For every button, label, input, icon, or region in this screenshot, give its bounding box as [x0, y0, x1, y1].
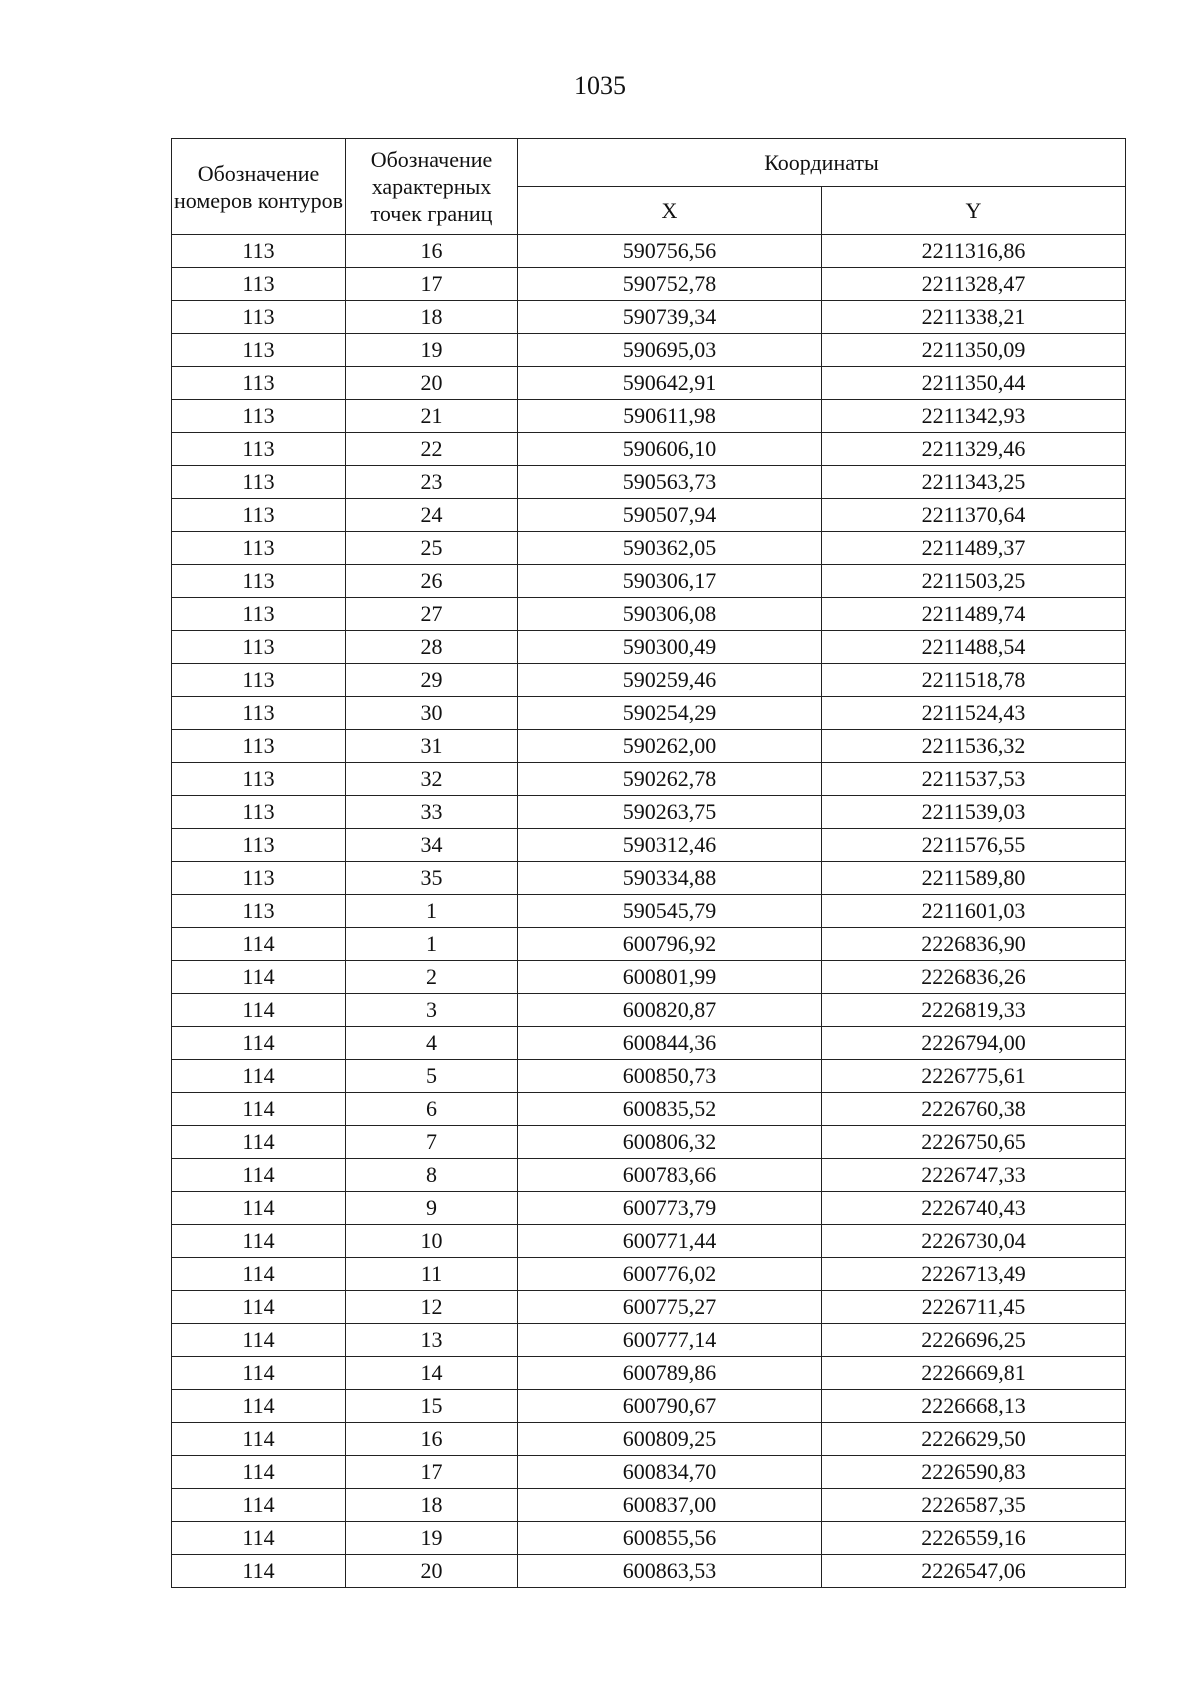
- cell-x: 590254,29: [518, 697, 822, 730]
- cell-x: 590262,00: [518, 730, 822, 763]
- table-row: [172, 928, 1126, 961]
- cell-y: 2226794,00: [822, 1027, 1126, 1060]
- cell-x: 600801,99: [518, 961, 822, 994]
- table-row: [172, 532, 1126, 565]
- cell-x: 590695,03: [518, 334, 822, 367]
- cell-x: 600834,70: [518, 1456, 822, 1489]
- cell-contour: 113: [172, 466, 346, 499]
- cell-point: 12: [346, 1291, 518, 1324]
- cell-x: 600844,36: [518, 1027, 822, 1060]
- cell-point: 28: [346, 631, 518, 664]
- cell-y: 2226669,81: [822, 1357, 1126, 1390]
- cell-point: 34: [346, 829, 518, 862]
- cell-point: 18: [346, 301, 518, 334]
- cell-contour: 114: [172, 1159, 346, 1192]
- table-row: [172, 1159, 1126, 1192]
- cell-y: 2211316,86: [822, 235, 1126, 268]
- cell-y: 2226713,49: [822, 1258, 1126, 1291]
- cell-x: 600789,86: [518, 1357, 822, 1390]
- cell-point: 25: [346, 532, 518, 565]
- header-coordinates: Координаты: [518, 139, 1126, 187]
- cell-point: 1: [346, 895, 518, 928]
- cell-y: 2211342,93: [822, 400, 1126, 433]
- cell-contour: 113: [172, 565, 346, 598]
- cell-contour: 114: [172, 1027, 346, 1060]
- cell-contour: 114: [172, 1060, 346, 1093]
- cell-x: 600783,66: [518, 1159, 822, 1192]
- cell-point: 26: [346, 565, 518, 598]
- cell-point: 21: [346, 400, 518, 433]
- cell-point: 19: [346, 1522, 518, 1555]
- header-boundary-points: Обозначение характерных точек границ: [346, 139, 518, 235]
- cell-x: 600796,92: [518, 928, 822, 961]
- cell-point: 10: [346, 1225, 518, 1258]
- cell-point: 19: [346, 334, 518, 367]
- table-row: [172, 565, 1126, 598]
- cell-x: 590262,78: [518, 763, 822, 796]
- cell-point: 31: [346, 730, 518, 763]
- cell-point: 17: [346, 1456, 518, 1489]
- cell-y: 2226730,04: [822, 1225, 1126, 1258]
- cell-contour: 113: [172, 433, 346, 466]
- cell-contour: 114: [172, 1324, 346, 1357]
- cell-y: 2211350,09: [822, 334, 1126, 367]
- cell-point: 17: [346, 268, 518, 301]
- cell-x: 590263,75: [518, 796, 822, 829]
- table-row: [172, 1522, 1126, 1555]
- cell-contour: 113: [172, 763, 346, 796]
- cell-contour: 113: [172, 334, 346, 367]
- table-header: [172, 139, 1126, 235]
- cell-x: 590642,91: [518, 367, 822, 400]
- cell-x: 590756,56: [518, 235, 822, 268]
- header-y: Y: [822, 187, 1126, 235]
- table-body: [172, 235, 1126, 1588]
- cell-x: 600771,44: [518, 1225, 822, 1258]
- cell-contour: 113: [172, 235, 346, 268]
- cell-x: 600850,73: [518, 1060, 822, 1093]
- cell-contour: 114: [172, 1456, 346, 1489]
- table-row: [172, 1126, 1126, 1159]
- cell-contour: 113: [172, 367, 346, 400]
- cell-contour: 114: [172, 1423, 346, 1456]
- table-row: [172, 301, 1126, 334]
- cell-point: 23: [346, 466, 518, 499]
- cell-point: 8: [346, 1159, 518, 1192]
- cell-contour: 114: [172, 1192, 346, 1225]
- cell-x: 600790,67: [518, 1390, 822, 1423]
- cell-y: 2211343,25: [822, 466, 1126, 499]
- table-row: [172, 763, 1126, 796]
- cell-x: 590611,98: [518, 400, 822, 433]
- table-row: [172, 598, 1126, 631]
- cell-contour: 113: [172, 598, 346, 631]
- table-row: [172, 1027, 1126, 1060]
- cell-contour: 113: [172, 499, 346, 532]
- table-row: [172, 466, 1126, 499]
- cell-point: 15: [346, 1390, 518, 1423]
- table-row: [172, 268, 1126, 301]
- cell-point: 11: [346, 1258, 518, 1291]
- cell-x: 590362,05: [518, 532, 822, 565]
- cell-contour: 114: [172, 961, 346, 994]
- cell-y: 2211537,53: [822, 763, 1126, 796]
- cell-y: 2211518,78: [822, 664, 1126, 697]
- cell-contour: 114: [172, 1390, 346, 1423]
- cell-contour: 113: [172, 400, 346, 433]
- table-row: [172, 1324, 1126, 1357]
- table-row: [172, 1555, 1126, 1588]
- cell-contour: 114: [172, 1522, 346, 1555]
- table-row: [172, 1093, 1126, 1126]
- cell-y: 2211524,43: [822, 697, 1126, 730]
- table-row: [172, 796, 1126, 829]
- cell-point: 1: [346, 928, 518, 961]
- cell-x: 590507,94: [518, 499, 822, 532]
- cell-point: 13: [346, 1324, 518, 1357]
- cell-y: 2226740,43: [822, 1192, 1126, 1225]
- cell-y: 2226747,33: [822, 1159, 1126, 1192]
- page-number: 1035: [574, 71, 626, 100]
- cell-contour: 114: [172, 994, 346, 1027]
- cell-y: 2211488,54: [822, 631, 1126, 664]
- cell-x: 590306,08: [518, 598, 822, 631]
- cell-y: 2226629,50: [822, 1423, 1126, 1456]
- table-row: [172, 1225, 1126, 1258]
- cell-point: 9: [346, 1192, 518, 1225]
- cell-x: 600835,52: [518, 1093, 822, 1126]
- cell-y: 2211338,21: [822, 301, 1126, 334]
- cell-y: 2211328,47: [822, 268, 1126, 301]
- cell-y: 2211589,80: [822, 862, 1126, 895]
- table-row: [172, 1390, 1126, 1423]
- cell-y: 2211329,46: [822, 433, 1126, 466]
- cell-x: 600773,79: [518, 1192, 822, 1225]
- table-row: [172, 1456, 1126, 1489]
- cell-x: 590606,10: [518, 433, 822, 466]
- cell-contour: 114: [172, 1555, 346, 1588]
- table-row: [172, 631, 1126, 664]
- cell-y: 2226547,06: [822, 1555, 1126, 1588]
- cell-y: 2226819,33: [822, 994, 1126, 1027]
- cell-y: 2211370,64: [822, 499, 1126, 532]
- cell-point: 30: [346, 697, 518, 730]
- cell-point: 35: [346, 862, 518, 895]
- cell-x: 590752,78: [518, 268, 822, 301]
- cell-contour: 113: [172, 862, 346, 895]
- table-row: [172, 400, 1126, 433]
- table-row: [172, 1291, 1126, 1324]
- table-row: [172, 730, 1126, 763]
- cell-contour: 114: [172, 1291, 346, 1324]
- cell-point: 2: [346, 961, 518, 994]
- cell-x: 600806,32: [518, 1126, 822, 1159]
- cell-contour: 114: [172, 1093, 346, 1126]
- cell-y: 2211350,44: [822, 367, 1126, 400]
- table-row: [172, 367, 1126, 400]
- cell-y: 2226711,45: [822, 1291, 1126, 1324]
- cell-contour: 114: [172, 928, 346, 961]
- cell-y: 2211503,25: [822, 565, 1126, 598]
- cell-point: 3: [346, 994, 518, 1027]
- cell-x: 590545,79: [518, 895, 822, 928]
- cell-point: 20: [346, 367, 518, 400]
- table-row: [172, 235, 1126, 268]
- table-row: [172, 994, 1126, 1027]
- cell-point: 16: [346, 235, 518, 268]
- table-row: [172, 1060, 1126, 1093]
- cell-point: 33: [346, 796, 518, 829]
- header-x: X: [518, 187, 822, 235]
- cell-x: 590312,46: [518, 829, 822, 862]
- cell-x: 600863,53: [518, 1555, 822, 1588]
- cell-point: 16: [346, 1423, 518, 1456]
- cell-contour: 114: [172, 1126, 346, 1159]
- cell-y: 2226587,35: [822, 1489, 1126, 1522]
- table-row: [172, 499, 1126, 532]
- cell-contour: 113: [172, 631, 346, 664]
- table-row: [172, 961, 1126, 994]
- table-row: [172, 433, 1126, 466]
- cell-y: 2226750,65: [822, 1126, 1126, 1159]
- cell-x: 590563,73: [518, 466, 822, 499]
- cell-point: 32: [346, 763, 518, 796]
- cell-point: 7: [346, 1126, 518, 1159]
- table-row: [172, 1357, 1126, 1390]
- cell-point: 14: [346, 1357, 518, 1390]
- cell-point: 20: [346, 1555, 518, 1588]
- cell-point: 27: [346, 598, 518, 631]
- cell-point: 22: [346, 433, 518, 466]
- cell-contour: 113: [172, 301, 346, 334]
- cell-contour: 113: [172, 532, 346, 565]
- cell-y: 2226775,61: [822, 1060, 1126, 1093]
- table-row: [172, 1258, 1126, 1291]
- cell-contour: 114: [172, 1258, 346, 1291]
- cell-x: 590334,88: [518, 862, 822, 895]
- cell-y: 2211601,03: [822, 895, 1126, 928]
- table-row: [172, 1192, 1126, 1225]
- table-row: [172, 895, 1126, 928]
- cell-y: 2211576,55: [822, 829, 1126, 862]
- header-contour-numbers: Обозначение номеров контуров: [172, 139, 346, 235]
- cell-point: 6: [346, 1093, 518, 1126]
- cell-contour: 113: [172, 268, 346, 301]
- cell-y: 2226696,25: [822, 1324, 1126, 1357]
- cell-contour: 114: [172, 1225, 346, 1258]
- cell-contour: 113: [172, 895, 346, 928]
- cell-contour: 113: [172, 697, 346, 730]
- cell-contour: 113: [172, 664, 346, 697]
- cell-point: 29: [346, 664, 518, 697]
- cell-x: 600776,02: [518, 1258, 822, 1291]
- cell-y: 2226668,13: [822, 1390, 1126, 1423]
- cell-x: 600775,27: [518, 1291, 822, 1324]
- cell-y: 2226836,26: [822, 961, 1126, 994]
- cell-contour: 114: [172, 1357, 346, 1390]
- cell-x: 590739,34: [518, 301, 822, 334]
- cell-y: 2211489,37: [822, 532, 1126, 565]
- cell-x: 600820,87: [518, 994, 822, 1027]
- cell-x: 600777,14: [518, 1324, 822, 1357]
- cell-point: 4: [346, 1027, 518, 1060]
- coordinates-table: [171, 138, 1126, 1588]
- cell-contour: 113: [172, 829, 346, 862]
- table-row: [172, 697, 1126, 730]
- cell-y: 2211536,32: [822, 730, 1126, 763]
- cell-point: 24: [346, 499, 518, 532]
- cell-contour: 114: [172, 1489, 346, 1522]
- cell-contour: 113: [172, 730, 346, 763]
- cell-contour: 113: [172, 796, 346, 829]
- cell-x: 590306,17: [518, 565, 822, 598]
- table-row: [172, 334, 1126, 367]
- cell-point: 5: [346, 1060, 518, 1093]
- cell-y: 2211539,03: [822, 796, 1126, 829]
- table-row: [172, 664, 1126, 697]
- cell-x: 600855,56: [518, 1522, 822, 1555]
- cell-x: 600809,25: [518, 1423, 822, 1456]
- cell-x: 590300,49: [518, 631, 822, 664]
- cell-y: 2226760,38: [822, 1093, 1126, 1126]
- table-row: [172, 1489, 1126, 1522]
- cell-y: 2226836,90: [822, 928, 1126, 961]
- cell-x: 600837,00: [518, 1489, 822, 1522]
- cell-x: 590259,46: [518, 664, 822, 697]
- table-row: [172, 862, 1126, 895]
- cell-y: 2226559,16: [822, 1522, 1126, 1555]
- cell-point: 18: [346, 1489, 518, 1522]
- cell-y: 2211489,74: [822, 598, 1126, 631]
- table-row: [172, 1423, 1126, 1456]
- cell-y: 2226590,83: [822, 1456, 1126, 1489]
- table-row: [172, 829, 1126, 862]
